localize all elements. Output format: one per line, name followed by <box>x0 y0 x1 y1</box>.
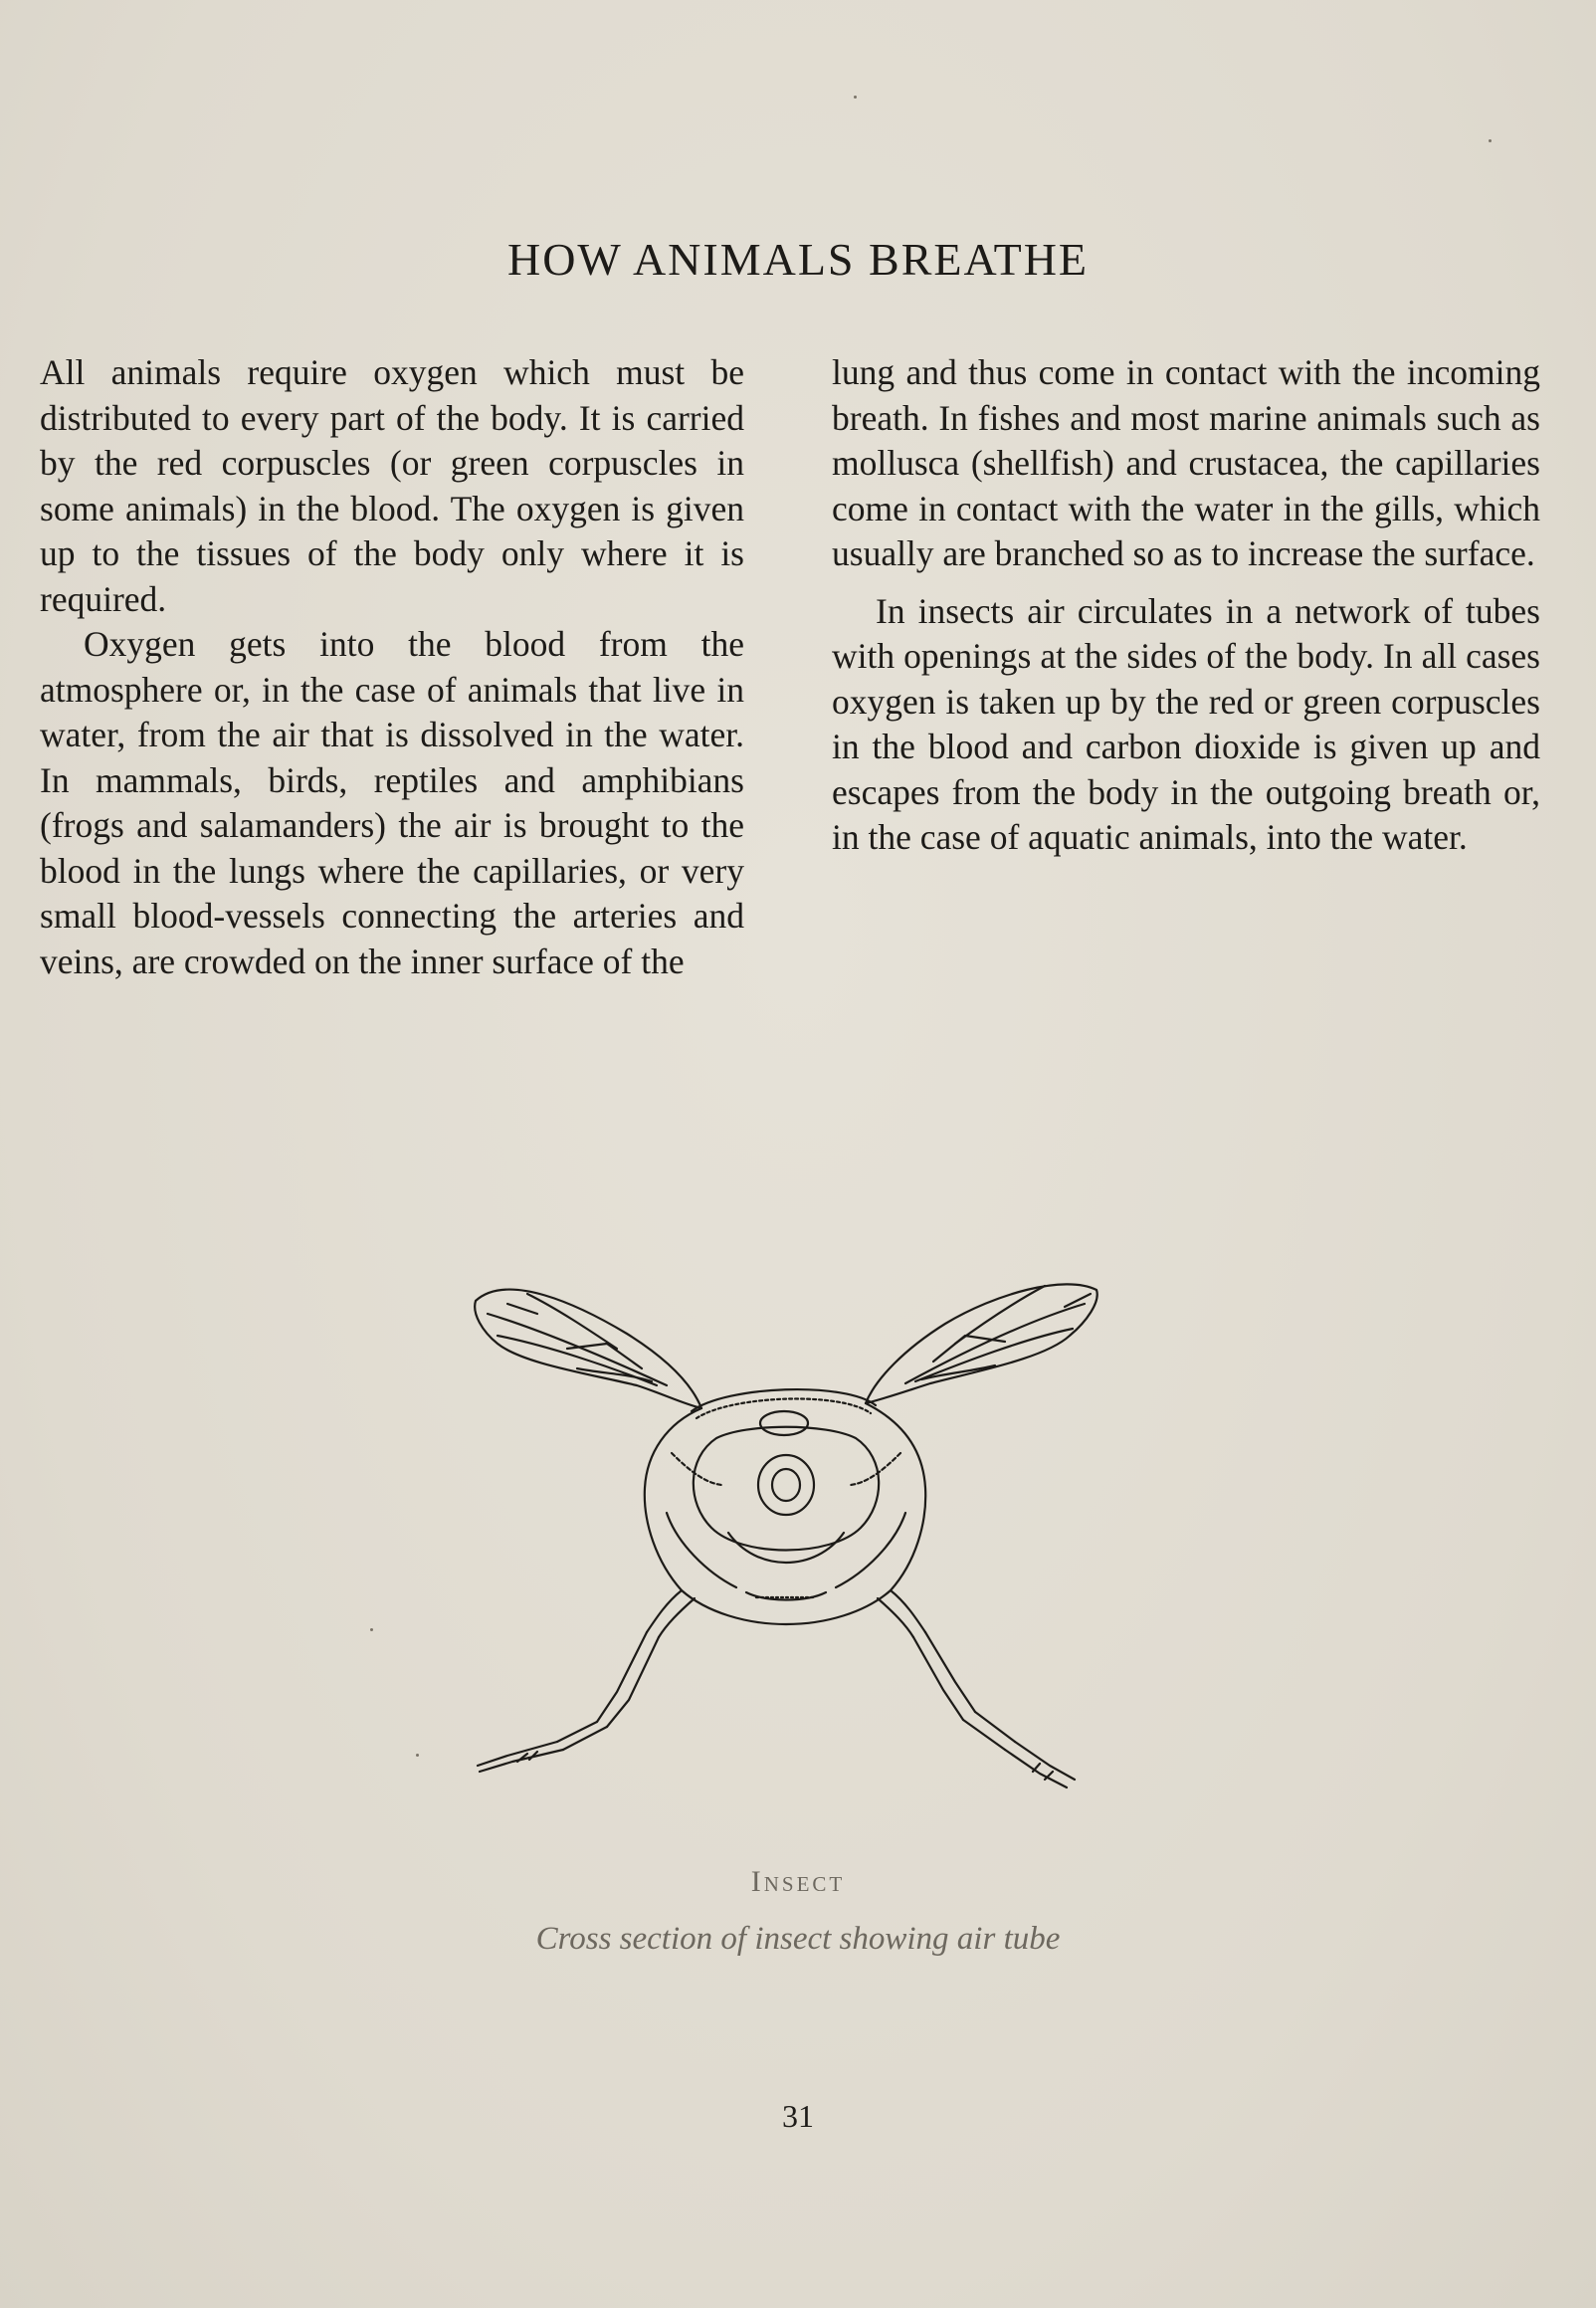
right-wing <box>866 1284 1097 1403</box>
right-column <box>832 350 1540 861</box>
paper-speck <box>854 96 857 99</box>
figure-caption-title: Insect <box>750 1865 846 1898</box>
right-paragraph-1: lung and thus come in contact with the incoming breath. In fishes and most marine animals such as mollusca (shellfish) and crustacea, the capillaries come in contact with the water in the gills, which usually are branched so as to increase the surface. <box>832 352 1540 573</box>
paper-speck <box>370 1628 373 1631</box>
left-leg <box>478 1590 695 1772</box>
left-column <box>40 350 744 984</box>
page-title: HOW ANIMALS BREATHE <box>506 234 1090 285</box>
insect-body <box>645 1389 925 1624</box>
paper-speck <box>1489 139 1492 142</box>
right-paragraph-2: In insects air circulates in a network of tubes with openings at the sides of the body. In all cases oxygen is taken up by the red or green corpuscles in the blood and carbon dioxide is given up and escapes from the body in the outgoing breath or, in the case of aquatic animals, into the water. <box>832 590 1540 857</box>
left-paragraph-2: Oxygen gets into the blood from the atmosphere or, in the case of animals that live in water, from the air that is dissolved in the water. In mammals, birds, reptiles and amphibians (frogs and salamanders) the air is brought to the blood in the lungs where the capillaries, or very small blood-vessels connecting the arteries and veins, are crowded on the inner surface of the <box>40 624 744 981</box>
right-leg <box>878 1590 1075 1787</box>
insect-cross-section-illustration <box>468 1274 1104 1831</box>
left-wing <box>475 1290 701 1408</box>
figure-caption-text: Cross section of insect showing air tube <box>535 1921 1061 1957</box>
paper-speck <box>416 1754 419 1757</box>
page-number: 31 <box>782 2098 814 2134</box>
left-paragraph-1: All animals require oxygen which must be distributed to every part of the body. It is carried by the red corpuscles (or green corpuscles in some animals) in the blood. The oxygen is given up to the tissues of the body only where it is required. <box>40 352 744 619</box>
